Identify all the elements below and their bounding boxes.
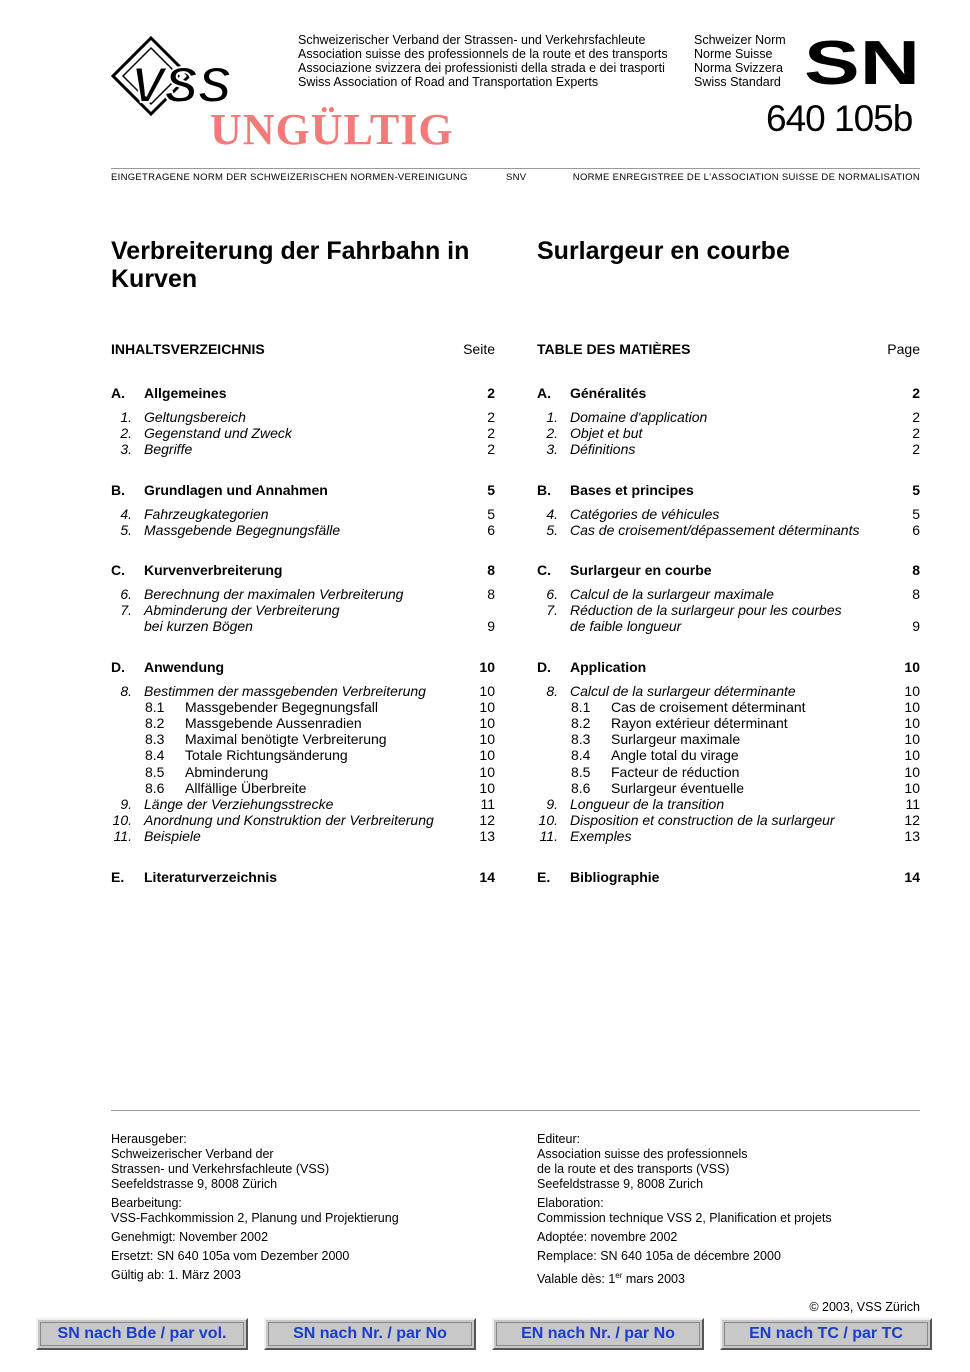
toc-section-key: C. <box>537 562 551 579</box>
footer-line: Seefeldstrasse 9, 8008 Zürich <box>111 1177 278 1191</box>
toc-entry <box>111 409 495 425</box>
toc-gap <box>111 579 495 586</box>
toc-gap <box>111 458 495 482</box>
toc-entry <box>537 747 920 763</box>
toc-entry-page: 10 <box>904 763 920 780</box>
footer-line: de la route et des transports (VSS) <box>537 1162 730 1176</box>
footer-fr <box>537 1132 927 1291</box>
toc-entry <box>111 731 495 747</box>
toc-gap <box>111 361 495 385</box>
toc-entry-page: 12 <box>479 812 495 829</box>
footer-block <box>111 1196 501 1226</box>
toc-entry-number: 4. <box>120 505 132 522</box>
toc-entry-title: Begriffe <box>144 441 193 458</box>
toc-section-title: Surlargeur en courbe <box>570 562 712 579</box>
toc-entry-number: 1. <box>120 409 132 425</box>
footer-de <box>111 1132 501 1287</box>
toc-section-page: 8 <box>487 562 495 579</box>
footer-line: Commission technique VSS 2, Planification et projets <box>537 1211 832 1225</box>
toc-entry-title: Catégories de véhicules <box>570 505 720 522</box>
footer-line: Editeur: <box>537 1132 581 1146</box>
toc-entry-page: 10 <box>904 682 920 699</box>
toc-entry-number: 6. <box>120 586 132 603</box>
toc-entry <box>537 441 920 457</box>
footer-line: Ersetzt: SN 640 105a vom Dezember 2000 <box>111 1249 350 1263</box>
toc-gap <box>537 402 920 409</box>
toc-entry-page: 8 <box>487 586 495 603</box>
toc-section <box>537 482 920 499</box>
toc-section-key: E. <box>111 868 125 885</box>
toc-entry <box>537 715 920 731</box>
registration-left: EINGETRAGENE NORM DER SCHWEIZERISCHEN NORMEN-VEREINIGUNG <box>111 172 468 183</box>
toc-entry <box>111 586 495 602</box>
nav-button-sn-no[interactable] <box>264 1318 476 1350</box>
toc-entry <box>111 764 495 780</box>
toc-entry-page: 2 <box>487 409 495 425</box>
toc-section <box>537 869 920 886</box>
toc-entry-title: Maximal benötigte Verbreiterung <box>185 731 387 748</box>
toc-section-page: 14 <box>479 868 495 885</box>
toc-gap <box>537 538 920 562</box>
toc-section-key: D. <box>111 658 125 675</box>
toc-entry <box>111 683 495 699</box>
toc-heading-row <box>537 341 920 361</box>
toc-entry-title: Calcul de la surlargeur déterminante <box>570 682 796 699</box>
invalid-stamp: UNGÜLTIG <box>210 105 454 154</box>
toc-section-title: Grundlagen und Annahmen <box>144 481 328 498</box>
toc-gap <box>537 635 920 659</box>
title-de: Verbreiterung der Fahrbahn in Kurven <box>111 237 470 293</box>
toc-entry-title: Beispiele <box>144 828 201 845</box>
toc-entry-title: Totale Richtungsänderung <box>185 747 348 764</box>
sn-logo-text: SN <box>806 36 920 86</box>
title-fr: Surlargeur en courbe <box>537 237 790 265</box>
toc-gap <box>537 458 920 482</box>
toc-entry-title: Länge der Verziehungsstrecke <box>144 796 334 813</box>
toc-heading: INHALTSVERZEICHNIS <box>111 341 265 357</box>
toc-entry-page: 8 <box>912 586 920 603</box>
footer-line: Genehmigt: November 2002 <box>111 1230 269 1244</box>
toc-entry-page <box>890 602 920 618</box>
footer-block <box>111 1249 501 1264</box>
footer-block <box>537 1132 927 1192</box>
nav-bar <box>0 1318 970 1352</box>
toc-entry-page: 11 <box>480 796 495 813</box>
nav-label: EN nach TC / par TC <box>749 1325 903 1342</box>
toc-entry-page: 10 <box>904 747 920 764</box>
toc-entry-title: Abminderung der Verbreiterung <box>144 602 340 619</box>
toc-entry-number <box>111 618 144 634</box>
footer-line: Seefeldstrasse 9, 8008 Zurich <box>537 1177 704 1191</box>
toc-section <box>537 385 920 402</box>
footer-line: Remplace: SN 640 105a de décembre 2000 <box>537 1249 781 1263</box>
toc-entry-number: 11. <box>539 828 558 845</box>
valid-from-fr <box>537 1268 927 1287</box>
footer-line: Strassen- und Verkehrsfachleute (VSS) <box>111 1162 330 1176</box>
toc-page-label: Seite <box>463 341 495 357</box>
toc-entry-title: Cas de croisement déterminant <box>611 698 806 715</box>
toc-entry-title: Surlargeur maximale <box>611 731 741 748</box>
toc-gap <box>111 499 495 506</box>
toc-section-page: 5 <box>487 481 495 498</box>
nav-label: SN nach Nr. / par No <box>293 1325 447 1342</box>
toc-entry-title: Gegenstand und Zweck <box>144 425 292 442</box>
toc-entry-page: 10 <box>479 731 495 748</box>
registration-right: NORME ENREGISTREE DE L'ASSOCIATION SUISSE DE NORMALISATION <box>572 172 920 183</box>
toc-entry-title: Réduction de la surlargeur pour les courbes <box>570 602 842 619</box>
nav-button-sn-vol[interactable] <box>36 1318 248 1350</box>
toc-entry <box>111 780 495 796</box>
toc-section-title: Bibliographie <box>570 868 660 885</box>
toc-entry <box>111 441 495 457</box>
toc-entry <box>537 764 920 780</box>
toc-entry <box>111 715 495 731</box>
toc-entry-title: Geltungsbereich <box>144 409 246 425</box>
toc-entry <box>111 812 495 828</box>
toc-entry <box>111 425 495 441</box>
toc-entry-page: 13 <box>904 828 920 845</box>
toc-entry-number: 8.3 <box>145 731 165 748</box>
toc-de <box>111 341 495 886</box>
toc-entry <box>537 796 920 812</box>
toc-entry-number: 8. <box>546 682 558 699</box>
toc-entry <box>111 618 495 634</box>
toc-entry-title: Surlargeur éventuelle <box>611 779 745 796</box>
toc-entry-page: 2 <box>912 425 920 442</box>
toc-entry-page: 9 <box>912 618 920 635</box>
toc-entry-title: Anordnung und Konstruktion der Verbreiterung <box>144 812 434 829</box>
toc-section-page: 14 <box>904 868 920 885</box>
toc-entry-page: 5 <box>487 505 495 522</box>
toc-entry-page: 10 <box>479 698 495 715</box>
toc-section-key: A. <box>111 385 125 401</box>
toc-entry-page: 10 <box>904 698 920 715</box>
toc-entry-title: Fahrzeugkategorien <box>144 505 269 522</box>
nav-button-en-tc[interactable] <box>720 1318 932 1350</box>
toc-entry-title: Berechnung der maximalen Verbreiterung <box>144 586 404 603</box>
toc-entry-number: 10. <box>538 812 558 829</box>
toc-section-page: 2 <box>912 385 920 401</box>
valid-from-prefix: Valable dès: 1 <box>537 1272 616 1287</box>
toc-entry-page: 5 <box>912 505 920 522</box>
toc-entry-number: 8. <box>120 682 132 699</box>
toc-entry <box>111 796 495 812</box>
toc-entry-title: Objet et but <box>570 425 643 442</box>
organisation-line: Associazione svizzera dei professionisti della strada e dei trasporti <box>298 61 665 75</box>
toc-entry-title: Rayon extérieur déterminant <box>611 715 788 732</box>
norm-label-line: Swiss Standard <box>694 75 781 89</box>
toc-entry-number: 8.6 <box>571 779 591 796</box>
toc-entry-number: 8.4 <box>571 747 591 764</box>
sn-logo <box>806 36 920 91</box>
toc-entry-page: 10 <box>479 747 495 764</box>
toc-section-page: 10 <box>479 658 495 675</box>
toc-entry-page: 12 <box>904 812 920 829</box>
toc-entry-page: 10 <box>479 763 495 780</box>
header-divider <box>111 168 920 169</box>
toc-gap <box>537 845 920 869</box>
footer-line: Schweizerischer Verband der <box>111 1147 274 1161</box>
toc-entry <box>537 618 920 634</box>
toc-gap <box>111 635 495 659</box>
toc-gap <box>111 538 495 562</box>
nav-label: SN nach Bde / par vol. <box>57 1325 227 1342</box>
toc-entry <box>537 683 920 699</box>
toc-entry-title: Massgebende Begegnungsfälle <box>144 521 341 538</box>
toc-section-key: C. <box>111 562 125 579</box>
toc-entry-number: 9. <box>120 796 132 813</box>
organisation-line: Association suisse des professionnels de la route et des transports <box>298 47 668 61</box>
toc-entry-page: 10 <box>904 779 920 796</box>
registration-mid: SNV <box>506 172 527 183</box>
organisation-line: Schweizerischer Verband der Strassen- und Verkehrsfachleute <box>298 33 646 47</box>
toc-section-title: Généralités <box>570 385 647 401</box>
organisation-names <box>298 33 668 89</box>
toc-section <box>111 869 495 886</box>
toc-entry-number: 8.1 <box>145 698 165 715</box>
toc-entry-title: Définitions <box>570 441 636 458</box>
footer-line: Gültig ab: 1. März 2003 <box>111 1268 241 1282</box>
toc-entry-number: 6. <box>546 586 558 603</box>
toc-heading-row <box>111 341 495 361</box>
toc-section-title: Allgemeines <box>144 385 227 401</box>
toc-entry-number: 2. <box>120 425 132 442</box>
toc-gap <box>537 579 920 586</box>
norm-label-line: Norma Svizzera <box>694 61 783 75</box>
toc-entry-title: bei kurzen Bögen <box>144 618 253 635</box>
toc-heading: TABLE DES MATIÈRES <box>537 341 691 357</box>
toc-entry-page: 6 <box>912 521 920 538</box>
toc-entry <box>537 409 920 425</box>
toc-entry <box>111 747 495 763</box>
toc-entry <box>537 586 920 602</box>
toc-section <box>111 482 495 499</box>
toc-entry-number: 8.5 <box>145 763 165 780</box>
toc-entry-number: 8.3 <box>571 731 591 748</box>
footer-block <box>111 1268 501 1283</box>
toc-entry-number: 8.6 <box>145 779 165 796</box>
toc-section-key: B. <box>537 481 551 498</box>
nav-button-en-no[interactable] <box>492 1318 704 1350</box>
toc-section <box>111 385 495 402</box>
toc-section-page: 8 <box>912 562 920 579</box>
toc-entry <box>537 828 920 844</box>
toc-entry-title: Domaine d'application <box>570 409 708 425</box>
organisation-line: Swiss Association of Road and Transportation Experts <box>298 75 599 89</box>
footer-block <box>111 1132 501 1192</box>
toc-entry-number: 8.4 <box>145 747 165 764</box>
toc-fr <box>537 341 920 886</box>
toc-entry-title: Massgebende Aussenradien <box>185 715 362 732</box>
norm-number: 640 105b <box>766 98 913 139</box>
toc-entry-number: 7. <box>120 602 132 619</box>
toc-section-key: B. <box>111 481 125 498</box>
footer-block <box>537 1196 927 1226</box>
toc-entry-page <box>465 602 495 618</box>
toc-entry-number: 8.2 <box>145 715 165 732</box>
toc-entry-title: Abminderung <box>185 763 269 780</box>
footer-block <box>537 1230 927 1245</box>
footer-line: Association suisse des professionnels <box>537 1147 748 1161</box>
toc-section-title: Application <box>570 658 647 675</box>
toc-entry <box>537 699 920 715</box>
valid-from-suffix: mars 2003 <box>622 1272 685 1287</box>
footer-block <box>111 1230 501 1245</box>
toc-entry-number: 8.5 <box>571 763 591 780</box>
toc-entry-number: 4. <box>546 505 558 522</box>
toc-section-title: Kurvenverbreiterung <box>144 562 283 579</box>
toc-section-title: Literaturverzeichnis <box>144 868 278 885</box>
toc-section-page: 5 <box>912 481 920 498</box>
toc-entry-title: Calcul de la surlargeur maximale <box>570 586 774 603</box>
toc-entry-page: 13 <box>479 828 495 845</box>
toc-entry-title: Longueur de la transition <box>570 796 725 813</box>
toc-entry-title: Disposition et construction de la surlargeur <box>570 812 835 829</box>
toc-gap <box>537 676 920 683</box>
toc-gap <box>111 676 495 683</box>
toc-entry <box>111 699 495 715</box>
toc-entry-number: 3. <box>120 441 132 458</box>
toc-section-key: E. <box>537 868 551 885</box>
footer-line: Adoptée: novembre 2002 <box>537 1230 678 1244</box>
toc-entry <box>537 812 920 828</box>
toc-entry-title: Angle total du virage <box>611 747 739 764</box>
copyright: © 2003, VSS Zürich <box>809 1300 920 1314</box>
toc-entry <box>111 828 495 844</box>
toc-entry-number: 11. <box>113 828 132 845</box>
toc-entry <box>537 780 920 796</box>
toc-entry-number: 2. <box>546 425 558 442</box>
toc-section-page: 2 <box>487 385 495 401</box>
toc-entry-title: Massgebender Begegnungsfall <box>185 698 379 715</box>
toc-entry-number: 5. <box>120 521 132 538</box>
toc-section <box>111 659 495 676</box>
toc-section <box>537 659 920 676</box>
toc-entry-title: Bestimmen der massgebenden Verbreiterung <box>144 682 426 699</box>
toc-entry-number: 8.2 <box>571 715 591 732</box>
toc-entry-number: 8.1 <box>571 698 591 715</box>
toc-page-label: Page <box>887 341 920 357</box>
vss-logo-text: VSS <box>131 57 232 113</box>
toc-entry-number: 3. <box>546 441 558 458</box>
toc-entry <box>537 425 920 441</box>
toc-entry <box>537 522 920 538</box>
toc-entry-page: 10 <box>904 715 920 732</box>
norm-label-line: Schweizer Norm <box>694 33 786 47</box>
toc-section-key: D. <box>537 658 551 675</box>
toc-gap <box>111 402 495 409</box>
toc-entry-title: Facteur de réduction <box>611 763 740 780</box>
toc-entry-title: Allfällige Überbreite <box>185 779 307 796</box>
footer-divider <box>111 1110 920 1111</box>
footer-line: Elaboration: <box>537 1196 604 1210</box>
valid-from-sup: er <box>615 1271 623 1280</box>
toc-entry-page: 2 <box>912 409 920 425</box>
toc-entry-number <box>537 618 570 634</box>
toc-entry-number: 7. <box>546 602 558 619</box>
toc-entry-title: de faible longueur <box>570 618 682 635</box>
toc-section-page: 10 <box>904 658 920 675</box>
footer-line: VSS-Fachkommission 2, Planung und Projektierung <box>111 1211 399 1225</box>
toc-entry-title: Exemples <box>570 828 632 845</box>
toc-entry-page: 2 <box>487 425 495 442</box>
toc-entry-page: 2 <box>487 441 495 458</box>
toc-entry <box>537 506 920 522</box>
toc-section <box>111 562 495 579</box>
toc-entry <box>111 522 495 538</box>
toc-entry-number: 5. <box>546 521 558 538</box>
footer-line: Herausgeber: <box>111 1132 187 1146</box>
toc-entry <box>537 731 920 747</box>
toc-entry-page: 10 <box>479 779 495 796</box>
toc-section <box>537 562 920 579</box>
footer-line: Bearbeitung: <box>111 1196 182 1210</box>
toc-section-title: Anwendung <box>144 658 225 675</box>
toc-entry <box>111 506 495 522</box>
toc-entry <box>537 602 920 618</box>
nav-label: EN nach Nr. / par No <box>521 1325 675 1342</box>
toc-gap <box>537 499 920 506</box>
toc-entry-page: 10 <box>904 731 920 748</box>
toc-gap <box>111 845 495 869</box>
toc-entry-page: 9 <box>487 618 495 635</box>
toc-entry-number: 1. <box>546 409 558 425</box>
toc-section-key: A. <box>537 385 551 401</box>
toc-entry-number: 9. <box>546 796 558 813</box>
toc-entry <box>111 602 495 618</box>
toc-entry-page: 6 <box>487 521 495 538</box>
norm-labels <box>694 33 786 89</box>
toc-entry-title: Cas de croisement/dépassement déterminants <box>570 521 860 538</box>
toc-entry-page: 11 <box>905 796 920 813</box>
norm-label-line: Norme Suisse <box>694 47 773 61</box>
toc-entry-number: 10. <box>112 812 132 829</box>
footer-block <box>537 1249 927 1264</box>
toc-entry-page: 10 <box>479 715 495 732</box>
toc-entry-page: 10 <box>479 682 495 699</box>
toc-gap <box>537 361 920 385</box>
toc-entry-page: 2 <box>912 441 920 458</box>
toc-section-title: Bases et principes <box>570 481 694 498</box>
